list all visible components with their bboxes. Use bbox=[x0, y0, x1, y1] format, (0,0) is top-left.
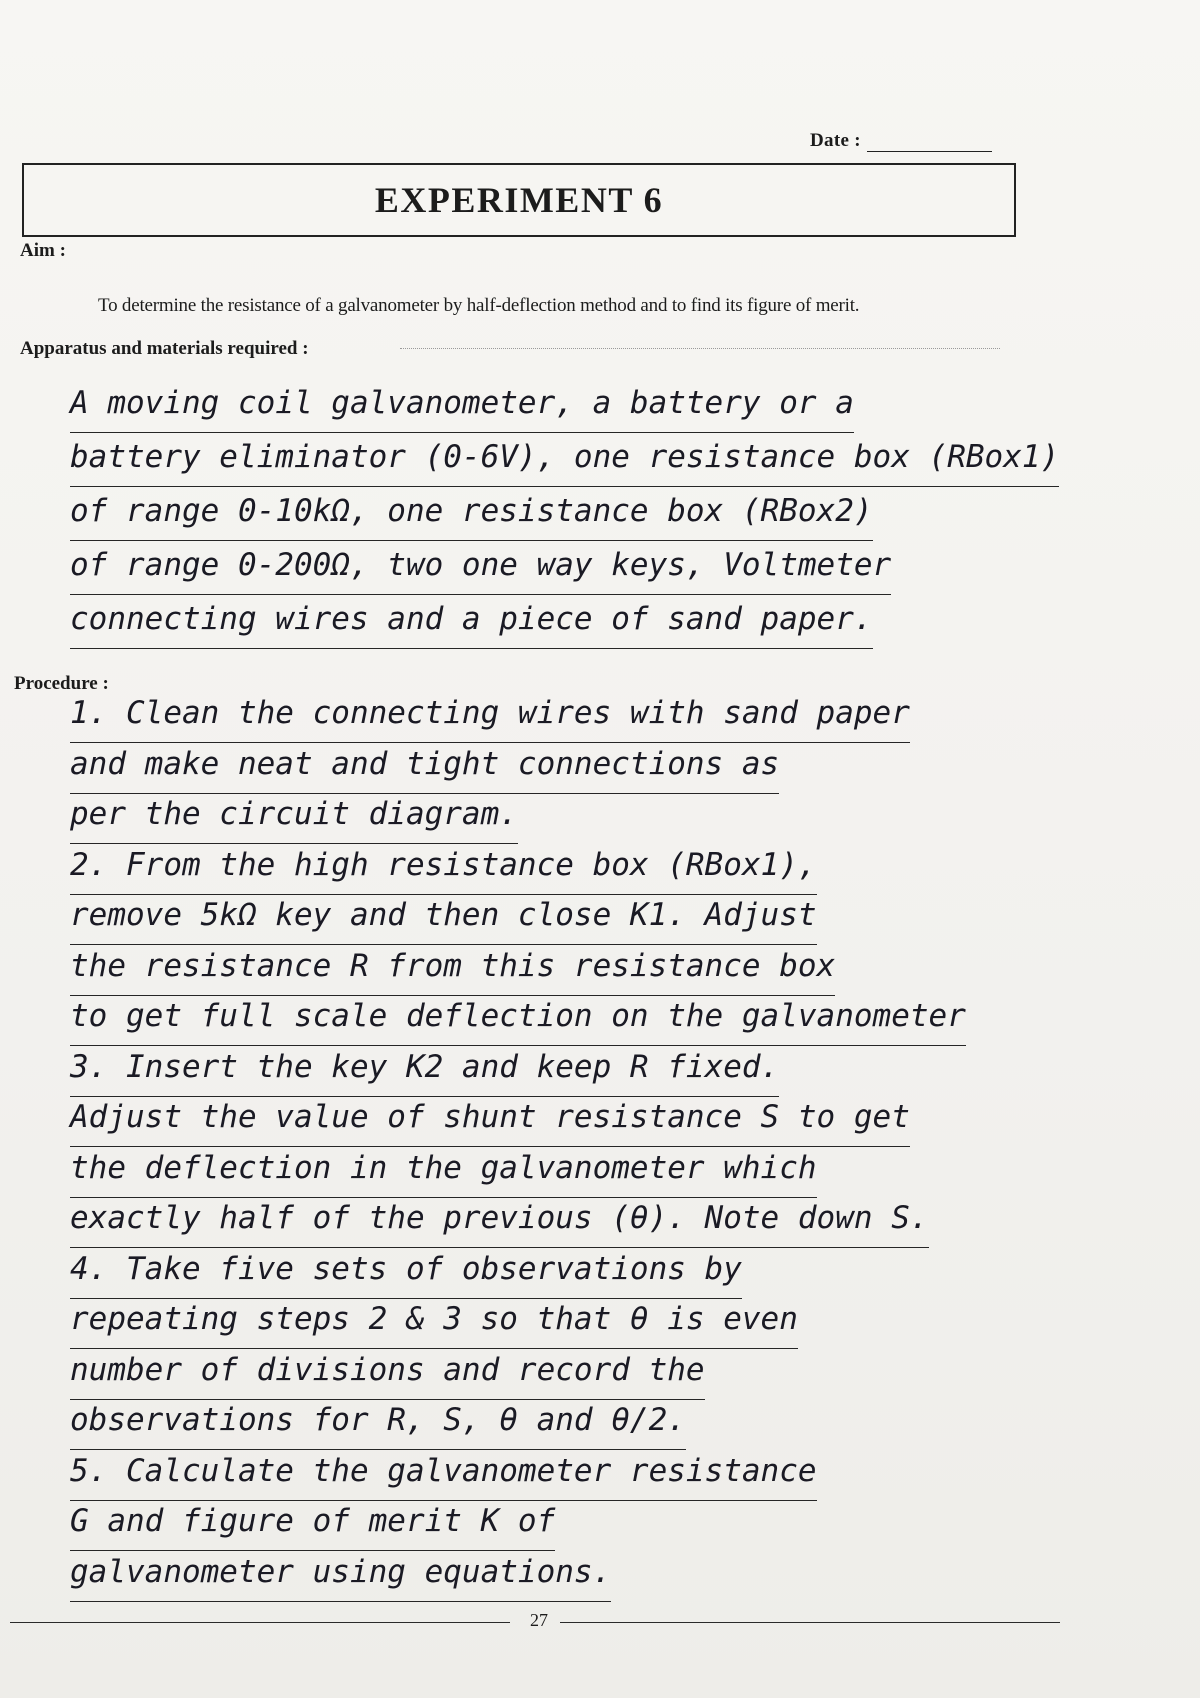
procedure-line: 3. Insert the key K2 and keep R fixed. bbox=[70, 1049, 779, 1097]
procedure-line: the resistance R from this resistance box bbox=[70, 948, 835, 996]
title-box bbox=[22, 163, 1016, 237]
procedure-line: observations for R, S, θ and θ/2. bbox=[70, 1402, 686, 1450]
apparatus-line: connecting wires and a piece of sand paper. bbox=[70, 601, 873, 649]
aim-text: To determine the resistance of a galvanometer by half-deflection method and to find its figure of merit. bbox=[98, 295, 860, 316]
date-blank-line bbox=[867, 151, 992, 152]
apparatus-line: of range 0-200Ω, two one way keys, Voltmeter bbox=[70, 547, 891, 595]
procedure-line: remove 5kΩ key and then close K1. Adjust bbox=[70, 897, 817, 945]
footer-rule-right bbox=[560, 1622, 1060, 1623]
procedure-label: Procedure : bbox=[14, 673, 109, 694]
procedure-line: to get full scale deflection on the galvanometer bbox=[70, 998, 966, 1046]
apparatus-label: Apparatus and materials required : bbox=[20, 338, 309, 359]
apparatus-line: of range 0-10kΩ, one resistance box (RBox2) bbox=[70, 493, 873, 541]
apparatus-line: A moving coil galvanometer, a battery or a bbox=[70, 385, 854, 433]
procedure-line: 1. Clean the connecting wires with sand paper bbox=[70, 695, 910, 743]
procedure-line: per the circuit diagram. bbox=[70, 796, 518, 844]
procedure-line: Adjust the value of shunt resistance S to get bbox=[70, 1099, 910, 1147]
procedure-line: exactly half of the previous (θ). Note down S. bbox=[70, 1200, 929, 1248]
procedure-line: 2. From the high resistance box (RBox1), bbox=[70, 847, 817, 895]
procedure-line: 4. Take five sets of observations by bbox=[70, 1251, 742, 1299]
page-title: EXPERIMENT 6 bbox=[374, 180, 664, 220]
procedure-line: galvanometer using equations. bbox=[70, 1554, 611, 1602]
page-number: 27 bbox=[530, 1610, 548, 1630]
footer-rule-left bbox=[10, 1622, 510, 1623]
procedure-line: G and figure of merit K of bbox=[70, 1503, 555, 1551]
date-field bbox=[810, 130, 992, 152]
procedure-line: repeating steps 2 & 3 so that θ is even bbox=[70, 1301, 798, 1349]
procedure-line: number of divisions and record the bbox=[70, 1352, 705, 1400]
procedure-line: the deflection in the galvanometer which bbox=[70, 1150, 817, 1198]
date-label: Date : bbox=[810, 130, 861, 151]
apparatus-line: battery eliminator (0-6V), one resistance box (RBox1) bbox=[70, 439, 1059, 487]
aim-label: Aim : bbox=[20, 240, 66, 261]
procedure-line: and make neat and tight connections as bbox=[70, 746, 779, 794]
procedure-line: 5. Calculate the galvanometer resistance bbox=[70, 1453, 817, 1501]
dotted-rule bbox=[400, 348, 1000, 349]
